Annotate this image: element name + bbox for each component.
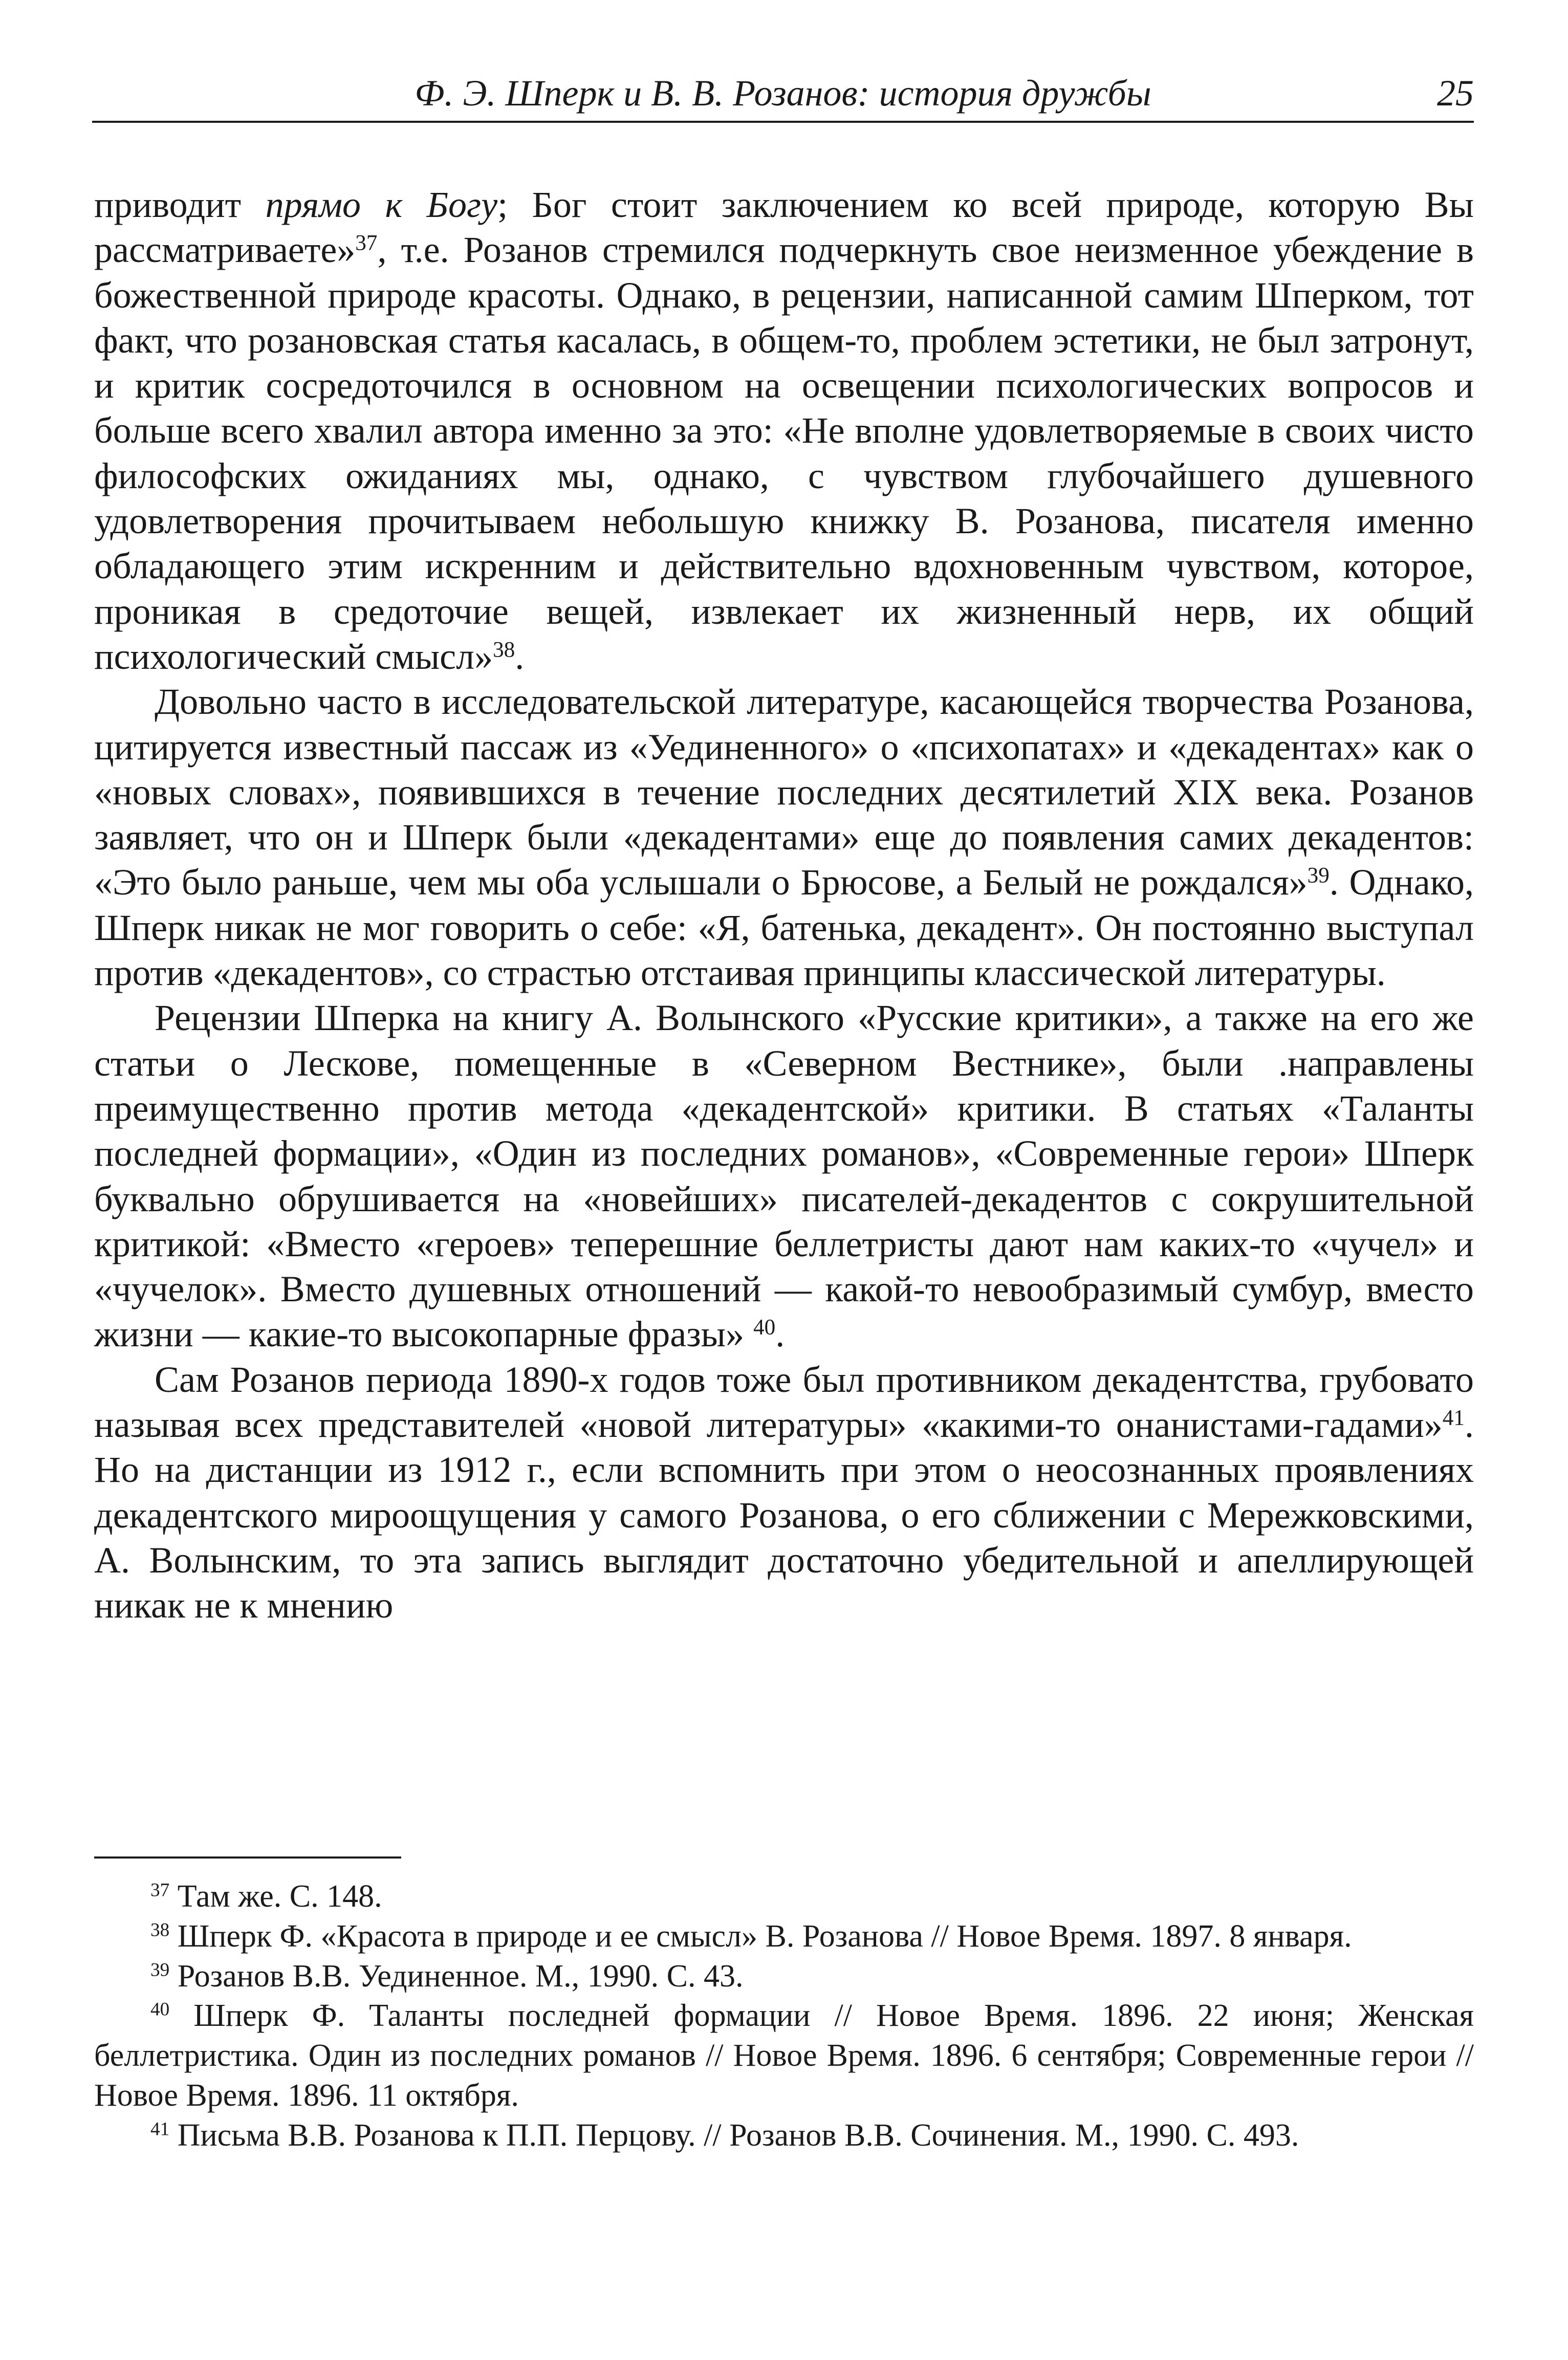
paragraph [94, 1357, 1474, 1628]
footnote [94, 1917, 1474, 1957]
text-run: ; Бог стоит заключением ко всей природе, которую Вы рассматриваете» [94, 184, 1474, 271]
running-title: Ф. Э. Шперк и В. В. Розанов: история дружбы [415, 73, 1151, 114]
footnote-ref: 40 [753, 1315, 776, 1340]
footnote-text: Розанов В.В. Уединенное. М., 1990. С. 43. [177, 1958, 744, 1994]
text-run: Рецензии Шперка на книгу А. Волынского «Русские критики», а также на его же статьи о Лескове, помещенные в «Северном Вестнике», были .направлены преимущественно против метода «декадентской» критики. В статьях «Таланты последней формации», «Один из последних романов», «Современные герои» Шперк буквально обрушивается на «новейших» писателей-декадентов с сокрушительной критикой: «Вместо «героев» теперешние беллетристы дают нам каких-то «чучел» и «чучелок». Вместо душевных отношений — какой-то невообразимый сумбур, вместо жизни — какие-то высокопарные фразы» [94, 997, 1474, 1355]
footnote-number: 37 [150, 1880, 170, 1901]
page-header [92, 65, 1474, 123]
emphasis-text: прямо к Богу [265, 184, 498, 225]
paragraph [94, 995, 1474, 1357]
footnote-number: 41 [150, 2118, 170, 2140]
paragraph [94, 182, 1474, 679]
footnote [94, 1957, 1474, 1997]
paragraph [94, 679, 1474, 995]
text-run: . [515, 636, 525, 677]
footnote-number: 38 [150, 1919, 170, 1941]
footnote-text: Шперк Ф. «Красота в природе и ее смысл» В. Розанова // Новое Время. 1897. 8 января. [177, 1918, 1352, 1954]
footnote-separator [94, 1856, 401, 1859]
footnote [94, 2116, 1474, 2156]
footnote-ref: 38 [493, 638, 515, 662]
text-run: , т.е. Розанов стремился подчеркнуть свое неизменное убеждение в божественной природе красоты. Однако, в рецензии, написанной самим Шперком, тот факт, что розановская статья касалась, в общем-то, проблем эстетики, не был затронут, и критик сосредоточился в основном на освещении психологических вопросов и больше всего хвалил автора именно за это: «Не вполне удовлетворяемые в своих чисто философских ожиданиях мы, однако, с чувством глубочайшего душевного удовлетворения прочитываем небольшую книжку В. Розанова, писателя именно обладающего этим искренним и действительно вдохновенным чувством, которое, проникая в средоточие вещей, извлекает их жизненный нерв, их общий психологический смысл» [94, 229, 1474, 677]
main-text [94, 182, 1474, 1628]
footnote-number: 39 [150, 1959, 170, 1981]
text-run: Сам Розанов периода 1890-х годов тоже был противником декадентства, грубовато называя всех представителей «новой литературы» «какими-то онанистами-гадами» [94, 1359, 1474, 1446]
text-run: Довольно часто в исследовательской литературе, касающейся творчества Розанова, цитируется известный пассаж из «Уединенного» о «психопатах» и «декадентах» как о «новых словах», появившихся в течение последних десятилетий XIX века. Розанов заявляет, что он и Шперк были «декадентами» еще до появления самих декадентов: «Это было раньше, чем мы оба услышали о Брюсове, а Белый не рождался» [94, 681, 1474, 903]
footnote-text: Шперк Ф. Таланты последней формации // Новое Время. 1896. 22 июня; Женская беллетристика. Один из последних романов // Новое Время. 1896. 6 сентября; Современные герои // Новое Время. 1896. 11 октября. [94, 1998, 1474, 2113]
text-run: . Но на дистанции из 1912 г., если вспомнить при этом о неосознанных проявлениях декадентского мироощущения у самого Розанова, о его сближении с Мережковскими, А. Волынским, то эта запись выглядит достаточно убедительной и апеллирующей никак не к мнению [94, 1404, 1474, 1626]
footnote [94, 1877, 1474, 1917]
footnote-text: Там же. С. 148. [177, 1879, 382, 1914]
footnote-ref: 37 [355, 231, 378, 255]
text-run: . [775, 1314, 785, 1355]
footnote [94, 1996, 1474, 2115]
text-run: . Однако, Шперк никак не мог говорить о себе: «Я, батенька, декадент». Он постоянно выступал против «декадентов», со страстью отстаивая принципы классической литературы. [94, 862, 1474, 994]
footnote-ref: 41 [1442, 1406, 1465, 1430]
page-number: 25 [1437, 73, 1474, 114]
footnote-text: Письма В.В. Розанова к П.П. Перцову. // Розанов В.В. Сочинения. М., 1990. С. 493. [177, 2117, 1299, 2153]
text-run: приводит [94, 184, 266, 225]
header-rule [92, 121, 1474, 123]
footnote-number: 40 [150, 1999, 170, 2020]
footnotes [94, 1877, 1474, 2156]
footnote-ref: 39 [1307, 863, 1330, 888]
